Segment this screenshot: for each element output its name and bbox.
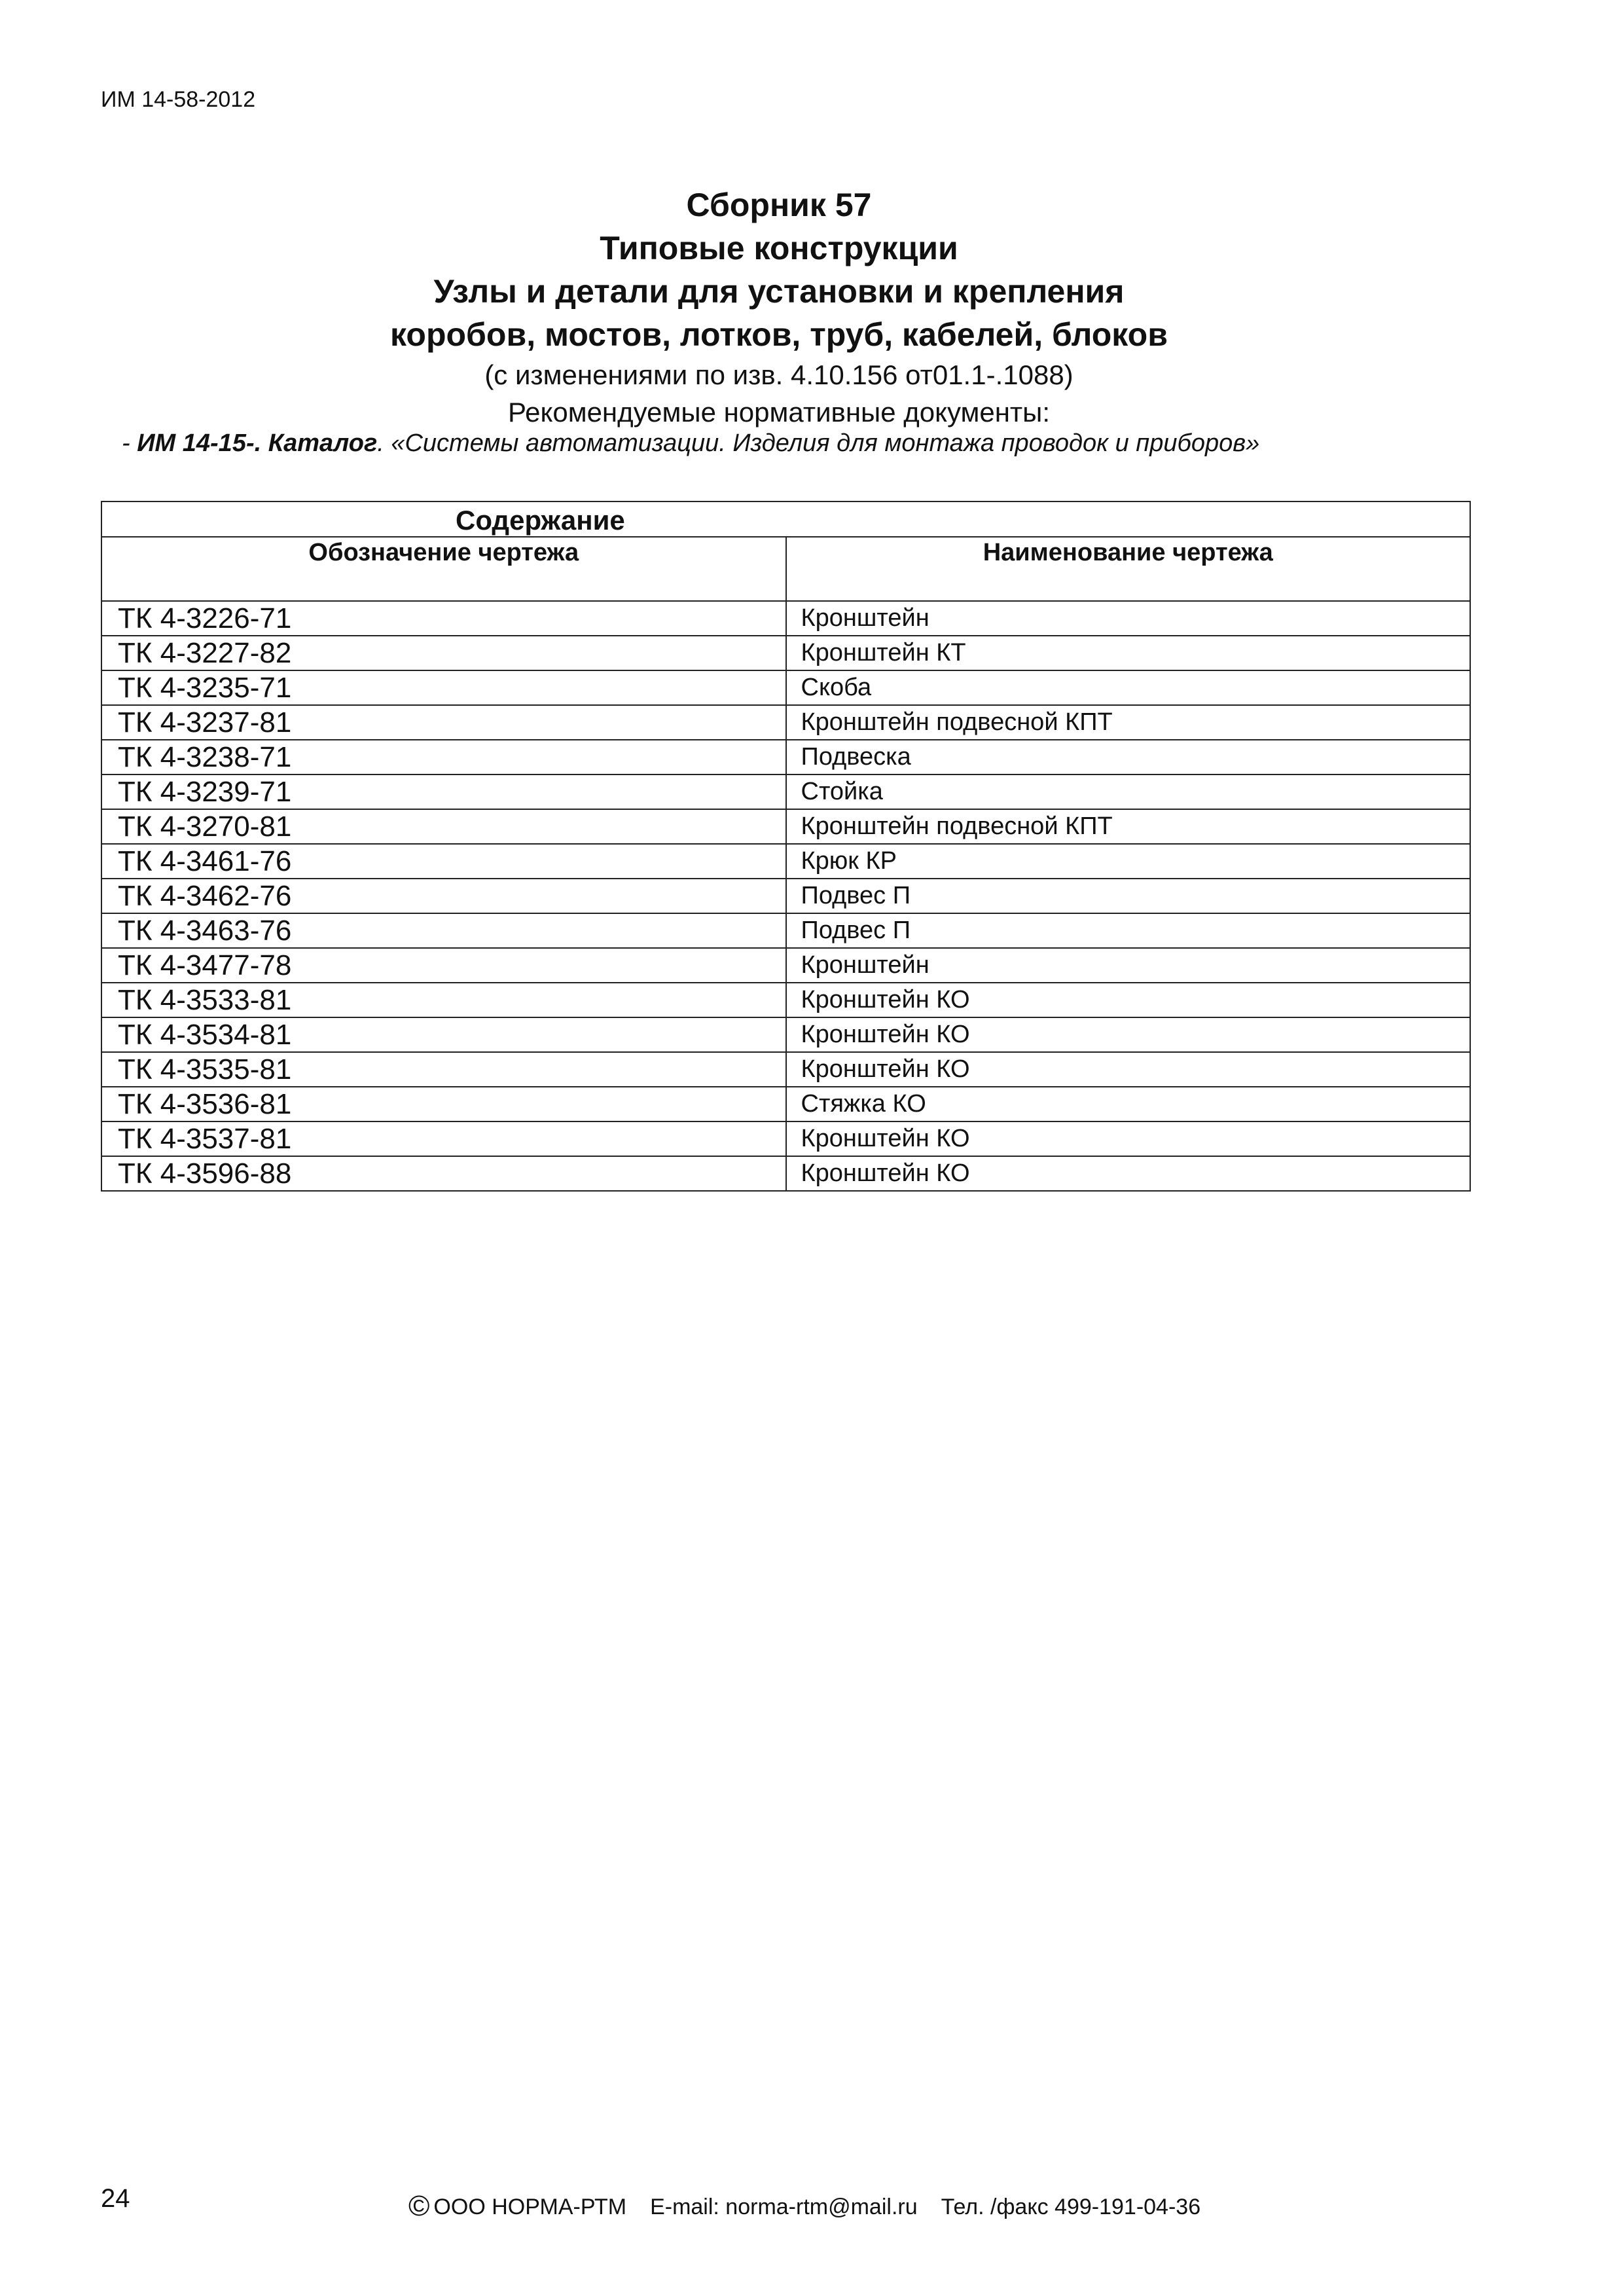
column-header-code: Обозначение чертежа (101, 537, 786, 601)
page-number: 24 (101, 2184, 130, 2213)
drawing-name: Кронштейн подвесной КПТ (786, 809, 1471, 844)
drawing-code: ТК 4-3227-82 (101, 636, 786, 670)
drawing-name: Кронштейн КО (786, 1156, 1471, 1191)
drawing-code: ТК 4-3537-81 (101, 1121, 786, 1156)
copyright-icon: © (408, 2190, 430, 2222)
drawing-name: Кронштейн (786, 601, 1471, 636)
drawing-code: ТК 4-3461-76 (101, 844, 786, 879)
column-header-name: Наименование чертежа (786, 537, 1471, 601)
drawing-name: Кронштейн КО (786, 1017, 1471, 1052)
table-row (101, 740, 1470, 774)
drawing-name: Кронштейн (786, 948, 1471, 983)
drawing-name: Подвес П (786, 879, 1471, 913)
drawing-name: Подвес П (786, 913, 1471, 948)
drawing-name: Кронштейн КТ (786, 636, 1471, 670)
collection-description-line1: Узлы и детали для установки и крепления (433, 273, 1125, 310)
table-row (101, 601, 1470, 636)
drawing-name: Стяжка КО (786, 1087, 1471, 1121)
drawing-name: Кронштейн КО (786, 1121, 1471, 1156)
collection-title: Сборник 57 (686, 187, 872, 223)
drawing-code: ТК 4-3596-88 (101, 1156, 786, 1191)
drawing-code: ТК 4-3462-76 (101, 879, 786, 913)
table-row (101, 636, 1470, 670)
title-block (0, 183, 1558, 394)
contents-caption: Содержание (101, 501, 1470, 537)
table-row (101, 913, 1470, 948)
table-row (101, 809, 1470, 844)
drawing-code: ТК 4-3534-81 (101, 1017, 786, 1052)
table-row (101, 1087, 1470, 1121)
drawing-code: ТК 4-3237-81 (101, 705, 786, 740)
drawing-name: Стойка (786, 774, 1471, 809)
drawing-code: ТК 4-3235-71 (101, 670, 786, 705)
drawing-code: ТК 4-3533-81 (101, 983, 786, 1017)
table-row (101, 1121, 1470, 1156)
collection-subtitle: Типовые конструкции (600, 230, 958, 266)
footer-email: E-mail: norma-rtm@mail.ru (650, 2195, 918, 2219)
drawing-name: Кронштейн КО (786, 983, 1471, 1017)
table-row (101, 1156, 1470, 1191)
changes-note: (с изменениями по изв. 4.10.156 от01.1-.1088) (484, 359, 1074, 390)
table-row (101, 774, 1470, 809)
drawing-code: ТК 4-3270-81 (101, 809, 786, 844)
recommended-doc-prefix: - (122, 429, 137, 457)
recommended-doc-item (122, 429, 1259, 458)
table-row (101, 1052, 1470, 1087)
recommended-docs-heading: Рекомендуемые нормативные документы: (507, 397, 1051, 428)
contents-rows (101, 601, 1470, 1191)
recommended-doc-code: ИМ 14-15-. Каталог (137, 429, 378, 457)
table-row (101, 844, 1470, 879)
drawing-name: Кронштейн КО (786, 1052, 1471, 1087)
recommended-doc-title: . «Системы автоматизации. Изделия для монтажа проводок и приборов» (377, 429, 1260, 457)
drawing-code: ТК 4-3477-78 (101, 948, 786, 983)
collection-description-line2: коробов, мостов, лотков, труб, кабелей, блоков (390, 316, 1168, 353)
drawing-name: Кронштейн подвесной КПТ (786, 705, 1471, 740)
table-row (101, 670, 1470, 705)
contents-table (101, 501, 1471, 1192)
footer-phone: Тел. /факс 499-191-04-36 (941, 2195, 1201, 2219)
table-row (101, 705, 1470, 740)
footer (408, 2190, 1200, 2223)
drawing-code: ТК 4-3226-71 (101, 601, 786, 636)
document-code: ИМ 14-58-2012 (101, 87, 256, 112)
drawing-code: ТК 4-3239-71 (101, 774, 786, 809)
drawing-code: ТК 4-3535-81 (101, 1052, 786, 1087)
table-row (101, 948, 1470, 983)
drawing-code: ТК 4-3238-71 (101, 740, 786, 774)
drawing-code: ТК 4-3536-81 (101, 1087, 786, 1121)
table-row (101, 1017, 1470, 1052)
footer-company: ООО НОРМА-РТМ (433, 2195, 627, 2219)
drawing-name: Скоба (786, 670, 1471, 705)
drawing-name: Крюк КР (786, 844, 1471, 879)
table-row (101, 983, 1470, 1017)
drawing-code: ТК 4-3463-76 (101, 913, 786, 948)
table-row (101, 879, 1470, 913)
drawing-name: Подвеска (786, 740, 1471, 774)
